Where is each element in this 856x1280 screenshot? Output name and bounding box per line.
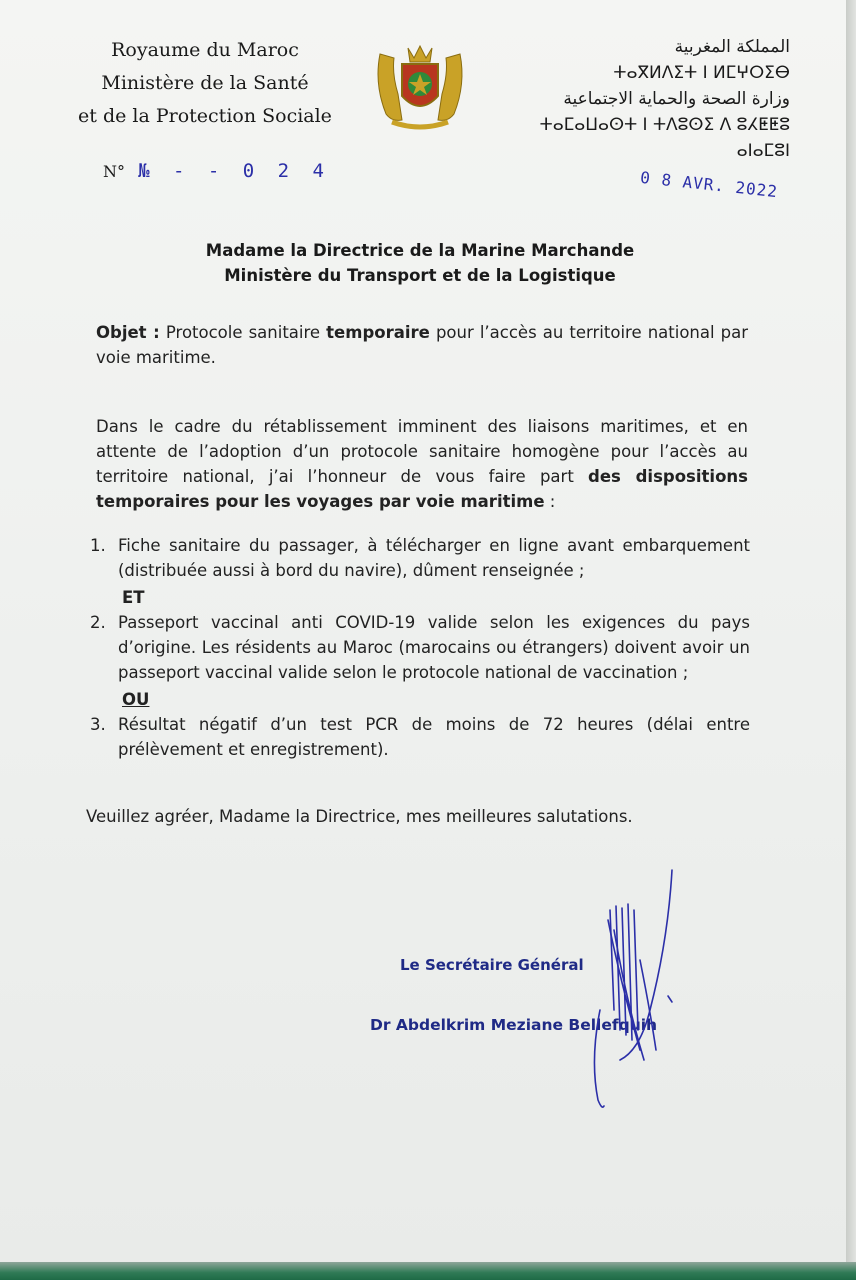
- header-fr-line: et de la Protection Sociale: [78, 105, 332, 127]
- header-tfng-line: ⵜⴰⴳⵍⴷⵉⵜ ⵏ ⵍⵎⵖⵔⵉⴱ: [613, 63, 790, 83]
- header-fr-line: Royaume du Maroc: [111, 39, 299, 61]
- subject-line: [96, 320, 748, 370]
- intro-paragraph: [96, 414, 748, 514]
- subject-text-tail: pour l’accès au territoire national par voie maritime.: [96, 323, 749, 367]
- header-tfng-line: ⵜⴰⵎⴰⵡⴰⵙⵜ ⵏ ⵜⴷⵓⵙⵉ ⴷ ⵓⵃⵟⵟⵓ ⴰⵏⴰⵎⵓⵏ: [539, 115, 790, 161]
- paper-right-edge: [846, 0, 856, 1262]
- header-arabic-tifinagh: [500, 34, 790, 164]
- conjunction-et: ET: [122, 588, 145, 607]
- coat-of-arms-emblem: [372, 34, 468, 134]
- intro-text: Dans le cadre du rétablissement imminent des liaisons maritimes, et en attente de l’adoption d’un protocole sanitaire homogène pour l’accès au territoire national, j’ai l’honneur de vous faire part: [96, 417, 748, 486]
- closing-salutation: Veuillez agréer, Madame la Directrice, mes meilleures salutations.: [86, 807, 633, 826]
- list-item: [90, 610, 750, 685]
- reference-stamp: № - - 0 2 4: [138, 160, 330, 182]
- list-item: [90, 533, 750, 583]
- signer-name: Dr Abdelkrim Meziane Bellefquih: [370, 1016, 658, 1034]
- requirements-list: [90, 533, 750, 762]
- header-ar-line: المملكة المغربية: [674, 37, 790, 57]
- list-item-text: Fiche sanitaire du passager, à télécharger en ligne avant embarquement (distribuée aussi à bord du navire), dûment renseignée ;: [118, 536, 750, 580]
- subject-emphasis: temporaire: [326, 323, 430, 342]
- list-item-number: 1.: [90, 536, 106, 555]
- reference-number: [103, 160, 330, 182]
- handwritten-signature: [580, 860, 690, 1120]
- list-item-number: 2.: [90, 613, 106, 632]
- header-french: [60, 34, 350, 133]
- reference-prefix: N°: [103, 162, 125, 181]
- addressee-line: Ministère du Transport et de la Logistique: [224, 266, 616, 285]
- list-item-number: 3.: [90, 715, 106, 734]
- table-surface: [0, 1262, 856, 1280]
- addressee-line: Madame la Directrice de la Marine Marchande: [205, 241, 635, 260]
- header-fr-line: Ministère de la Santé: [101, 72, 309, 94]
- addressee-block: [100, 238, 740, 288]
- intro-emphasis: des dispositions temporaires pour les voyages par voie maritime: [96, 467, 748, 511]
- list-item-text: Passeport vaccinal anti COVID-19 valide selon les exigences du pays d’origine. Les résidents au Maroc (marocains ou étrangers) doivent avoir un passeport vaccinal valide selon le protocole national de vaccination ;: [118, 613, 750, 682]
- date-stamp: 0 8 AVR. 2022: [639, 167, 779, 202]
- list-item: [90, 712, 750, 762]
- conjunction-ou: OU: [122, 690, 150, 709]
- header-ar-line: وزارة الصحة والحماية الاجتماعية: [563, 89, 790, 109]
- intro-tail: :: [544, 492, 556, 511]
- signer-title: Le Secrétaire Général: [400, 956, 584, 974]
- subject-text: Protocole sanitaire: [165, 323, 327, 342]
- subject-label: Objet :: [96, 323, 160, 342]
- list-item-text: Résultat négatif d’un test PCR de moins de 72 heures (délai entre prélèvement et enregistrement).: [118, 715, 750, 759]
